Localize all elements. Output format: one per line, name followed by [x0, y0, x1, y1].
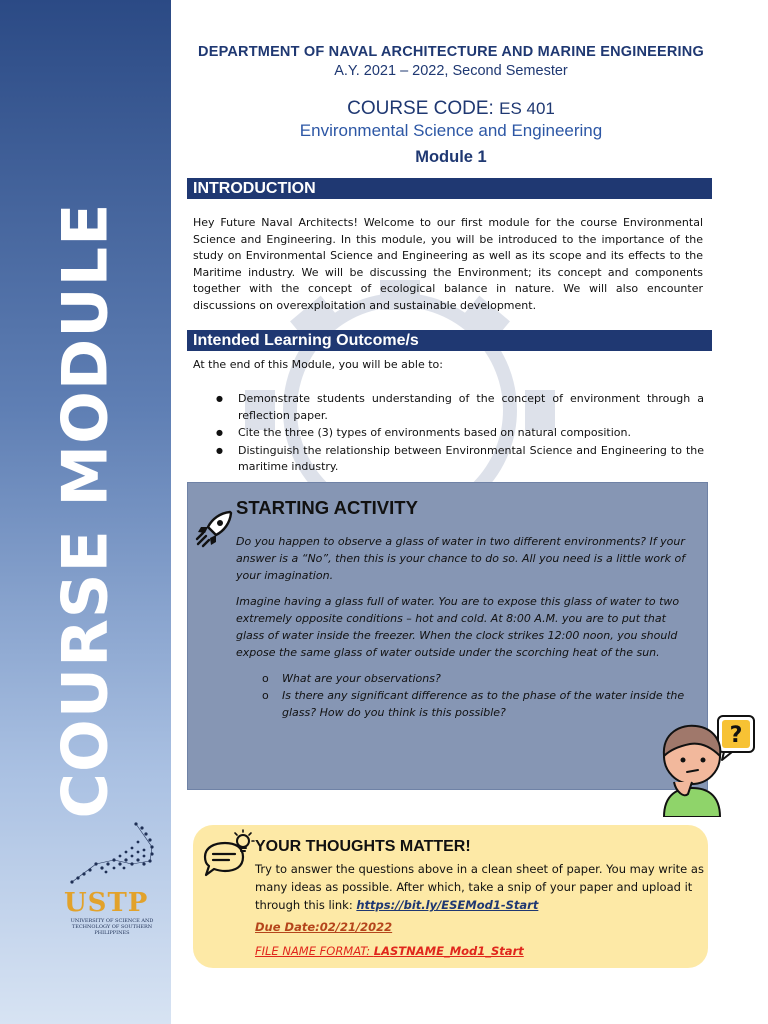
introduction-heading: INTRODUCTION	[187, 178, 712, 199]
activity-text	[236, 533, 688, 721]
course-name: Environmental Science and Engineering	[299, 121, 603, 140]
upload-link[interactable]: https://bit.ly/ESEMod1-Start	[356, 898, 539, 912]
course-code-value: ES 401	[499, 99, 555, 118]
rocket-icon	[194, 509, 234, 549]
thoughts-heading: YOUR THOUGHTS MATTER!	[255, 838, 471, 855]
ilo-lead: At the end of this Module, you will be able to:	[193, 358, 443, 371]
activity-paragraph-2: Imagine having a glass full of water. You are to expose this glass of water to two extremely opposite conditions – hot and cold. At 8:00 A.M. you are to put that glass of water inside the freezer. When the clock strikes 12:00 noon, you should expose the same glass of water outside under the scorching heat of the sun.	[236, 595, 680, 659]
introduction-body: Hey Future Naval Architects! Welcome to our first module for the course Environmental Science and Engineering. In this module, you will be introduced to the importance of the study on Environmental Science and Engineering as well as its scope and its effects to the Maritime industry. We will be discussing the Environment; its concept and components together with the concept of ecological balance in nature. We will also encounter discussions on overexploitation and sustainable development.	[193, 216, 703, 312]
starting-activity-box	[187, 482, 708, 790]
svg-text:?: ?	[729, 723, 743, 748]
sidebar-title: COURSE MODULE	[48, 202, 122, 818]
list-item: o Is there any significant difference as to the phase of the water inside the glass? How do you think is this possible?	[262, 687, 688, 721]
ustp-logo	[58, 818, 168, 936]
idea-chat-icon	[199, 829, 255, 885]
logo-dots-icon	[66, 818, 156, 888]
logo-text: USTP	[64, 888, 149, 918]
academic-year: A.Y. 2021 – 2022, Second Semester	[334, 63, 568, 79]
course-code-label: COURSE CODE:	[347, 98, 500, 119]
your-thoughts-box	[193, 825, 708, 968]
thoughts-instructions: Try to answer the questions above in a clean sheet of paper. You may write as many ideas as possible. After which, take a snip of your paper and upload it through this link:	[255, 862, 704, 912]
due-date: Due Date:02/21/2022	[255, 920, 393, 934]
thinking-person-icon	[652, 712, 762, 817]
file-name-format	[255, 944, 524, 958]
list-item: o What are your observations?	[262, 670, 688, 687]
ilo-heading: Intended Learning Outcome/s	[187, 330, 712, 351]
module-title: Module 1	[415, 148, 487, 166]
course-code	[190, 98, 712, 120]
department-name: DEPARTMENT OF NAVAL ARCHITECTURE AND MARINE ENGINEERING	[198, 44, 704, 60]
starting-activity-heading: STARTING ACTIVITY	[236, 497, 418, 518]
thoughts-body	[255, 860, 705, 914]
list-item: ● Distinguish the relationship between Environmental Science and Engineering to the maritime industry.	[210, 443, 704, 476]
file-format-value: LASTNAME_Mod1_Start	[373, 944, 524, 958]
ilo-list	[210, 391, 704, 477]
sidebar	[0, 0, 171, 1024]
activity-paragraph-1: Do you happen to observe a glass of water in two different environments? If your answer is a “No”, then this is your chance to do so. All you need is a little work of your imagination.	[236, 535, 686, 582]
logo-subtitle: UNIVERSITY OF SCIENCE AND TECHNOLOGY OF SOUTHERN PHILIPPINES	[70, 918, 154, 936]
activity-questions	[262, 670, 688, 721]
list-item: ● Cite the three (3) types of environments based on natural composition.	[210, 425, 704, 442]
file-format-label: FILE NAME FORMAT:	[255, 944, 374, 958]
list-item: ● Demonstrate students understanding of the concept of environment through a reflection paper.	[210, 391, 704, 424]
